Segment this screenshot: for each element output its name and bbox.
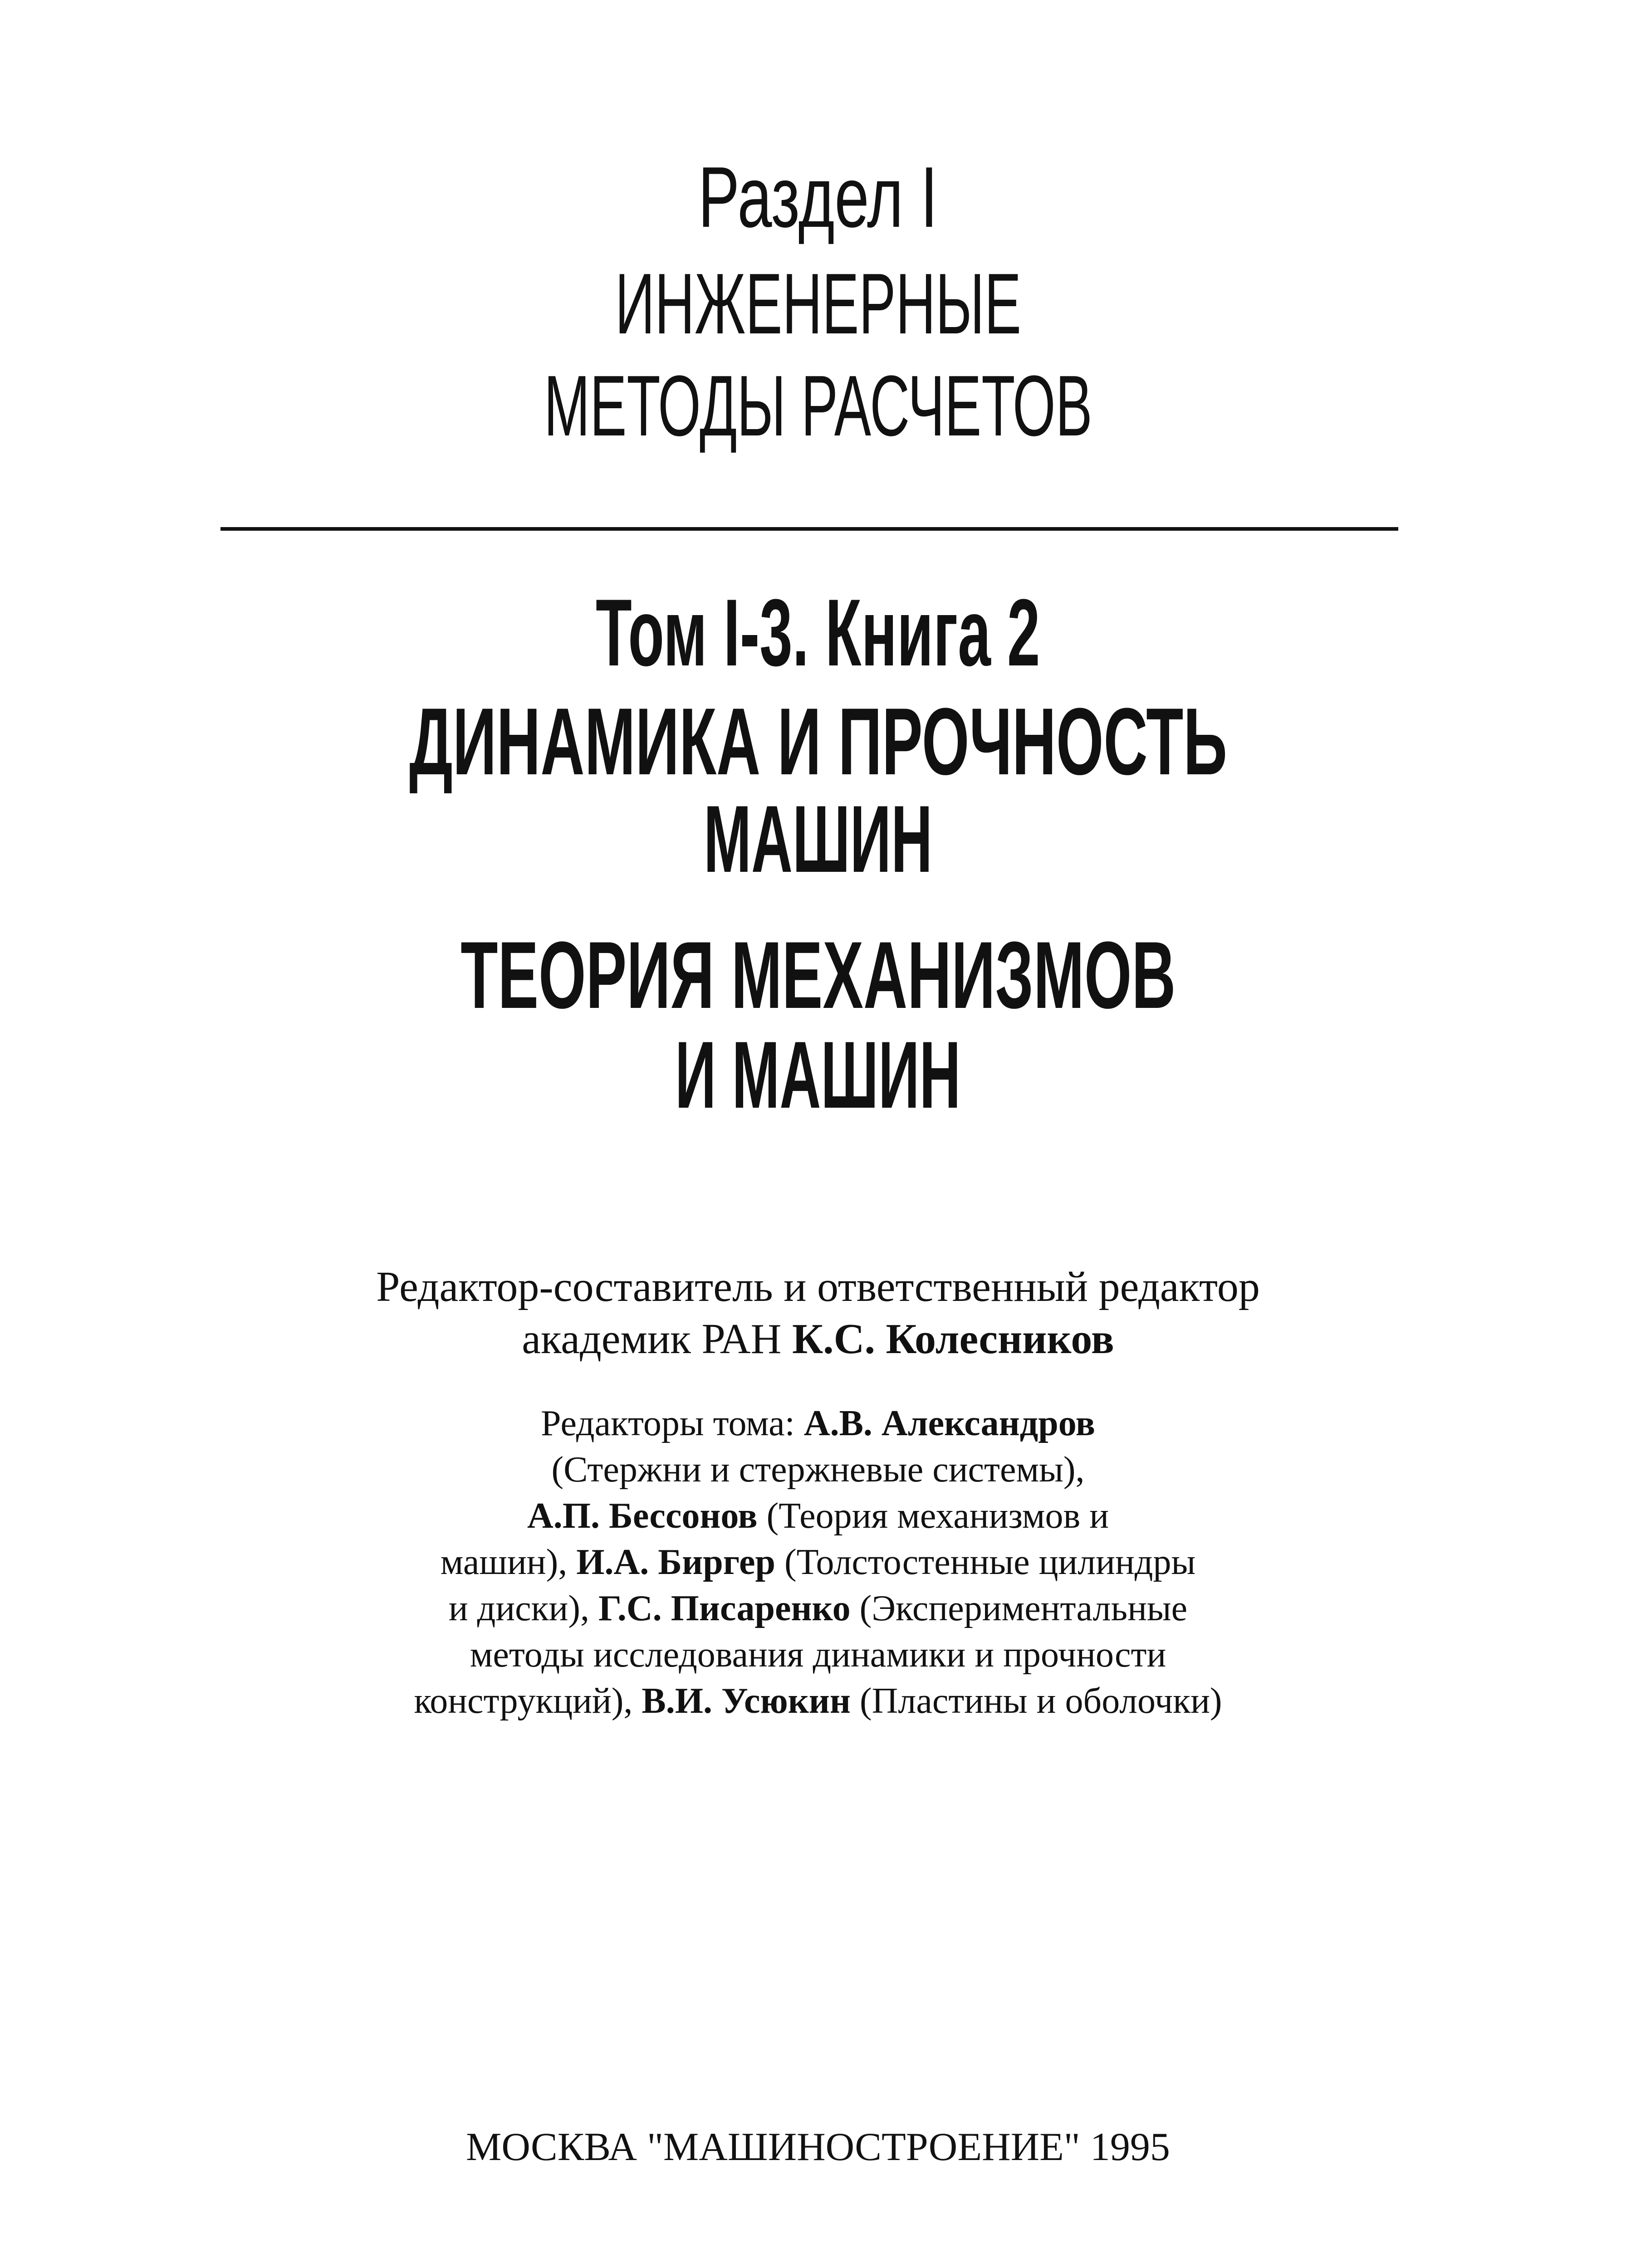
- volume-editors-line-7: конструкций), В.И. Усюкин (Пластины и оболочки): [414, 1681, 1222, 1721]
- volume-editors-line-2: (Стержни и стержневые системы),: [551, 1450, 1085, 1490]
- volume-title-line-3: ТЕОРИЯ МЕХАНИЗМОВ: [460, 922, 1176, 1028]
- volume-title-line-2: МАШИН: [703, 786, 933, 892]
- volume-editors-line-5: и диски), Г.С. Писаренко (Экспериментальные: [448, 1589, 1188, 1628]
- volume-label: Том I-3. Книга 2: [596, 579, 1040, 686]
- editor-name: Г.С. Писаренко: [598, 1589, 851, 1628]
- editor-name: В.И. Усюкин: [642, 1681, 851, 1721]
- volume-title-line-1: ДИНАМИКА И ПРОЧНОСТЬ: [409, 688, 1227, 795]
- volume-editors-line-3: А.П. Бессонов (Теория механизмов и: [527, 1496, 1109, 1536]
- chief-editor-name: К.С. Колесников: [792, 1315, 1114, 1363]
- volume-editors-line-1: Редакторы тома: А.В. Александров: [541, 1403, 1095, 1443]
- editor-name: А.В. Александров: [803, 1403, 1095, 1443]
- volume-title-line-4: И МАШИН: [675, 1022, 961, 1128]
- volume-editors-line-6: методы исследования динамики и прочности: [470, 1635, 1166, 1675]
- publisher-imprint: МОСКВА "МАШИНОСТРОЕНИЕ" 1995: [466, 2125, 1170, 2169]
- chief-editor-role: Редактор-составитель и ответственный редактор: [376, 1263, 1260, 1310]
- chief-editor-name-line: академик РАН К.С. Колесников: [522, 1315, 1114, 1363]
- editor-name: И.А. Биргер: [576, 1542, 775, 1582]
- editor-name: А.П. Бессонов: [527, 1496, 758, 1536]
- divider-rule: [220, 527, 1398, 531]
- section-title-line-2: МЕТОДЫ РАСЧЕТОВ: [544, 358, 1092, 454]
- section-label: Раздел I: [698, 149, 938, 245]
- section-title-line-1: ИНЖЕНЕРНЫЕ: [615, 256, 1021, 352]
- volume-editors-line-4: машин), И.А. Биргер (Толстостенные цилиндры: [440, 1542, 1196, 1582]
